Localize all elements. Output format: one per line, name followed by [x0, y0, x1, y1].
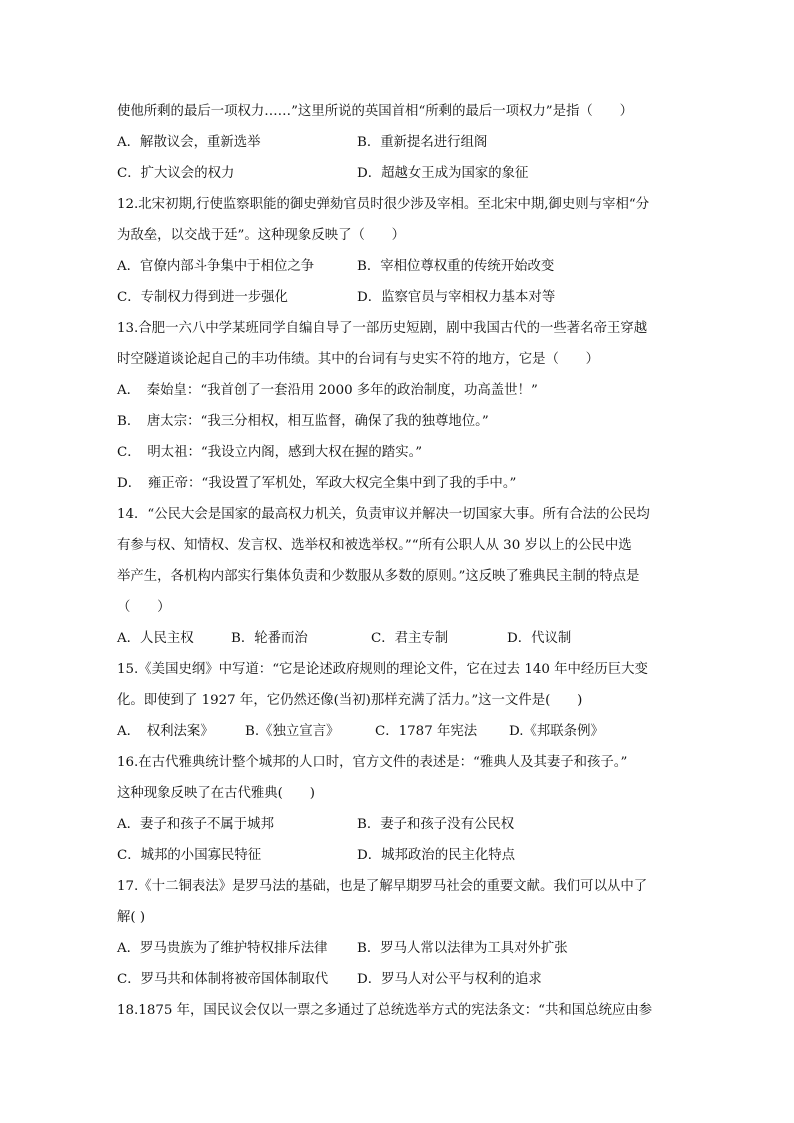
question-17-stem-line-2: 解( )	[117, 910, 146, 925]
question-11-stem-end: 使他所剩的最后一项权力……”这里所说的英国首相“所剩的最后一项权力”是指（ ）	[117, 104, 633, 119]
option-d: D.《邦联条例》	[509, 724, 604, 739]
question-16-options-row-1	[117, 809, 679, 840]
question-13-option-a: A． 秦始皇：“我首创了一套沿用 2000 多年的政治制度，功高盖世！”	[117, 383, 538, 398]
option-c: C．专制权力得到进一步强化	[117, 290, 288, 305]
question-14-stem-line-2: 有参与权、知情权、发言权、选举权和被选举权。”“所有公职人从 30 岁以上的公民中选	[117, 538, 632, 553]
question-16-stem-line-2: 这种现象反映了在古代雅典( )	[117, 786, 315, 801]
option-a: A． 权利法案》	[117, 724, 214, 739]
option-d: D．城邦政治的民主化特点	[357, 848, 516, 863]
question-17-options-row-2	[117, 964, 679, 995]
option-c: C．君主专制	[371, 631, 449, 646]
question-13-option-d: D． 雍正帝：“我设置了军机处，军政大权完全集中到了我的手中。”	[117, 476, 517, 491]
option-d: D．监察官员与宰相权力基本对等	[357, 290, 556, 305]
question-16-stem-line-1: 16.在古代雅典统计整个城邦的人口时，官方文件的表述是：“雅典人及其妻子和孩子。”	[117, 755, 628, 770]
question-12-options-row-2	[117, 282, 679, 313]
question-11-options-row-2	[117, 158, 679, 189]
option-c: C．罗马共和体制将被帝国体制取代	[117, 972, 329, 987]
option-a: A．人民主权	[117, 631, 194, 646]
question-11-options-row-1	[117, 127, 679, 158]
option-d: D．罗马人对公平与权利的追求	[357, 972, 542, 987]
option-a: A．妻子和孩子不属于城邦	[117, 817, 274, 832]
option-a: A．解散议会，重新选举	[117, 135, 261, 150]
option-c: C．1787 年宪法	[375, 724, 478, 739]
option-b: B．罗马人常以法律为工具对外扩张	[357, 941, 568, 956]
question-14-stem-line-4: （ ）	[117, 600, 171, 615]
question-12-options-row-1	[117, 251, 679, 282]
question-15-options	[117, 716, 679, 747]
question-18-stem-line-1: 18.1875 年，国民议会仅以一票之多通过了总统选举方式的宪法条文：“共和国总统应由参	[117, 1003, 653, 1018]
question-14-stem-line-3: 举产生，各机构内部实行集体负责和少数服从多数的原则。”这反映了雅典民主制的特点是	[117, 569, 640, 584]
question-12-stem-line-2: 为敌垒，以交战于廷”。这种现象反映了（ ）	[117, 228, 406, 243]
option-b: B.《独立宣言》	[245, 724, 340, 739]
question-13-option-c: C． 明太祖：“我设立内阁，感到大权在握的踏实。”	[117, 445, 423, 460]
option-b: B．妻子和孩子没有公民权	[357, 817, 515, 832]
option-c: C．城邦的小国寡民特征	[117, 848, 262, 863]
option-d: D．代议制	[507, 631, 572, 646]
question-13-option-b: B． 唐太宗：“我三分相权，相互监督，确保了我的独尊地位。”	[117, 414, 489, 429]
option-a: A．官僚内部斗争集中于相位之争	[117, 259, 315, 274]
option-c: C．扩大议会的权力	[117, 166, 235, 181]
question-14-stem-line-1: 14．“公民大会是国家的最高权力机关，负责审议并解决一切国家大事。所有合法的公民均	[117, 507, 650, 522]
option-a: A．罗马贵族为了维护特权排斥法律	[117, 941, 328, 956]
option-d: D．超越女王成为国家的象征	[357, 166, 529, 181]
question-14-options	[117, 623, 679, 654]
question-17-options-row-1	[117, 933, 679, 964]
question-15-stem-line-2: 化。即使到了 1927 年，它仍然还像(当初)那样充满了活力。”这一文件是( )	[117, 693, 583, 708]
exam-page	[117, 96, 679, 1026]
question-15-stem-line-1: 15.《美国史纲》中写道：“它是论述政府规则的理论文件，它在过去 140 年中经历巨大变	[117, 662, 648, 677]
option-b: B．重新提名进行组阁	[357, 135, 488, 150]
question-12-stem-line-1: 12.北宋初期,行使监察职能的御史弹劾官员时很少涉及宰相。至北宋中期,御史则与宰相“分	[117, 197, 650, 212]
question-16-options-row-2	[117, 840, 679, 871]
option-b: B．轮番而治	[231, 631, 308, 646]
option-b: B．宰相位尊权重的传统开始改变	[357, 259, 555, 274]
question-13-stem-line-1: 13.合肥一六八中学某班同学自编自导了一部历史短剧，剧中我国古代的一些著名帝王穿越	[117, 321, 648, 336]
question-17-stem-line-1: 17.《十二铜表法》是罗马法的基础，也是了解早期罗马社会的重要文献。我们可以从中了	[117, 879, 648, 894]
question-13-stem-line-2: 时空隧道谈论起自己的丰功伟绩。其中的台词有与史实不符的地方，它是（ ）	[117, 352, 600, 367]
